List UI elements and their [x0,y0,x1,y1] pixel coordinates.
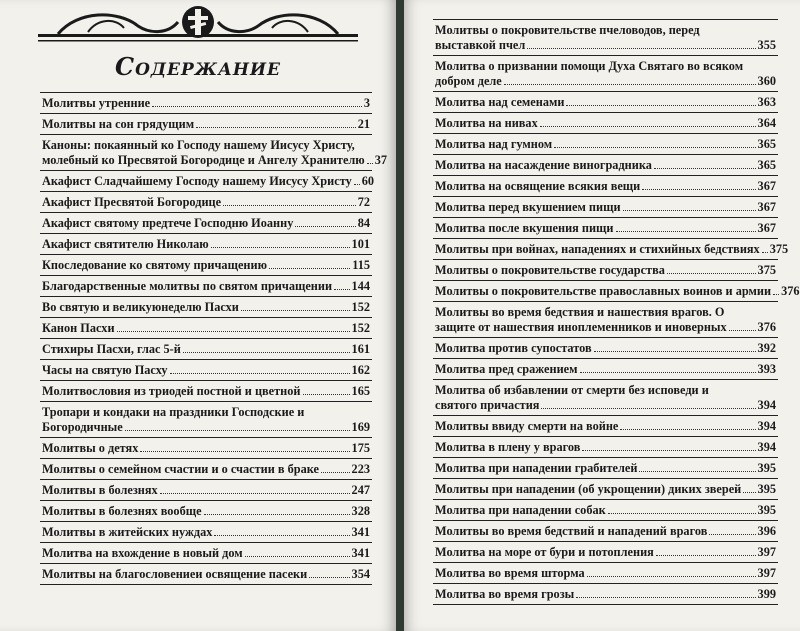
toc-entry [40,134,387,170]
toc-entry [433,301,778,337]
page-title: Содержание [115,52,281,81]
dot-leader [608,513,756,514]
toc-entry-page-number: 397 [757,566,776,580]
toc-entry-page-number: 394 [757,419,776,433]
dot-leader [656,555,756,556]
dot-leader [541,408,755,409]
toc-entry [433,238,789,259]
dot-leader [773,294,779,295]
toc-entry-title: Молитва при нападении собак [435,503,606,517]
dot-leader [321,472,350,473]
toc-entry-title: Часы на святую Пасху [42,363,168,377]
dot-leader [160,493,350,494]
toc-entry-title: добром деле [435,74,502,88]
dot-leader [743,492,755,493]
dot-leader [295,226,355,227]
toc-entry-page-number: 360 [757,74,776,88]
toc-entry-page-number: 60 [361,174,375,188]
toc-entry [40,191,372,212]
toc-entry [433,337,778,358]
toc-entry [40,170,375,191]
toc-entry-title: Молитва на насаждение виноградника [435,158,652,172]
toc-entry-page-number: 37 [374,153,387,167]
dot-leader [594,351,756,352]
toc-entry-title: Канон Пасхи [42,321,115,335]
toc-entry [433,562,778,583]
right-page [404,0,800,631]
toc-entry-title: Молитвы на сон грядущим [42,117,195,131]
dot-leader [527,48,755,49]
toc-entry-title: Молитвы о семейном счастии и о счастии в браке [42,462,319,476]
dot-leader [140,451,349,452]
toc-entry [40,401,372,437]
toc-entry [433,154,778,175]
toc-entry [40,296,372,317]
toc-entry-title: Молитвы во время бедствий и нападений врагов [435,524,708,538]
dot-leader [623,210,756,211]
toc-list-left [40,92,387,586]
toc-entry-title: Акафист святителю Николаю [42,237,209,251]
dot-leader [196,127,356,128]
toc-entry-page-number: 3 [363,96,370,110]
toc-entry-title-line: Тропари и кондаки на праздники Господские и [42,405,305,419]
toc-entry [40,317,372,338]
dot-leader [245,556,350,557]
dot-leader [170,373,350,374]
toc-entry-title: Молитва после вкушения пищи [435,221,614,235]
toc-entry-page-number: 376 [757,320,776,334]
dot-leader [223,205,356,206]
dot-leader [211,247,350,248]
toc-entry-title: Молитва в плену у врагов [435,440,581,454]
toc-entry-title: защите от нашествия иноплеменников и иноверных [435,320,727,334]
toc-entry [40,563,372,584]
toc-entry [40,92,372,113]
toc-entry-title: Молитвы при войнах, нападениях и стихийных бедствиях [435,242,760,256]
dot-leader [620,429,755,430]
toc-entry-title: Молитвы о покровительстве православных воинов и армии [435,284,772,298]
toc-entry-page-number: 399 [757,587,776,601]
toc-entry [40,380,372,401]
toc-entry [433,358,778,379]
dot-leader [642,189,755,190]
toc-entry-page-number: 152 [351,321,370,335]
toc-entry-title: Молитва перед вкушением пищи [435,200,621,214]
toc-entry-page-number: 169 [351,420,370,434]
toc-entry [433,280,800,301]
toc-entry [433,133,778,154]
toc-entry [433,217,778,238]
toc-entry [433,196,778,217]
toc-entry [433,415,778,436]
toc-entry [40,458,372,479]
toc-entry-title: Молитва на море от бури и потопления [435,545,654,559]
toc-entry-page-number: 84 [357,216,370,230]
dot-leader [616,231,756,232]
toc-entry-page-number: 341 [351,525,370,539]
toc-entry-title: молебный ко Пресвятой Богородице и Ангелу Хранителю [42,153,365,167]
toc-entry-title: святого причастия [435,398,540,412]
toc-entry-title: Молитвы в житейских нуждах [42,525,213,539]
toc-entry-page-number: 393 [757,362,776,376]
toc-entry [433,175,778,196]
toc-entry-title: Акафист святому предтече Господню Иоанну [42,216,294,230]
toc-entry-title: Акафист Сладчайшему Господу нашему Иисусу Христу [42,174,352,188]
toc-entry [40,275,372,296]
toc-entry-page-number: 355 [757,38,776,52]
toc-entry [433,499,778,520]
toc-entry-page-number: 365 [757,158,776,172]
dot-leader [204,514,350,515]
toc-entry-title: Молитвословия из триодей постной и цветной [42,384,301,398]
toc-entry-title: Молитва на освящение всякия вещи [435,179,641,193]
cross-ornament-icon [38,4,358,46]
toc-entry [433,259,778,280]
toc-entry-page-number: 72 [357,195,370,209]
toc-entry-title: Молитвы на благословениеи освящение пасеки [42,567,308,581]
toc-entry-title: Молитва над гумном [435,137,553,151]
toc-entry-title: Стихиры Пасхи, глас 5-й [42,342,181,356]
dot-leader [582,450,755,451]
toc-entry-title: Молитвы ввиду смерти на войне [435,419,619,433]
toc-entry-page-number: 115 [352,258,370,272]
toc-entry [40,254,372,275]
toc-entry [433,112,778,133]
toc-entry-page-number: 394 [757,440,776,454]
toc-entry-title: выставкой пчел [435,38,526,52]
toc-entry-page-number: 392 [757,341,776,355]
dot-leader [303,394,350,395]
toc-entry-title: Молитвы утренние [42,96,151,110]
toc-entry-title: Благодарственные молитвы по святом причащении [42,279,333,293]
toc-bottom-rule [40,584,372,586]
toc-entry-title: Молитва во время грозы [435,587,575,601]
dot-leader [580,372,756,373]
dot-leader [152,106,362,107]
dot-leader [729,330,756,331]
toc-entry-page-number: 395 [757,503,776,517]
toc-entry-page-number: 341 [351,546,370,560]
dot-leader [125,430,350,431]
toc-entry-page-number: 161 [351,342,370,356]
toc-entry-page-number: 247 [351,483,370,497]
toc-entry [40,437,372,458]
toc-entry-page-number: 162 [351,363,370,377]
dot-leader [554,147,755,148]
toc-entry [40,479,372,500]
toc-entry-page-number: 152 [351,300,370,314]
dot-leader [183,352,350,353]
toc-entry-title: Акафист Пресвятой Богородице [42,195,222,209]
toc-entry-title: Молитвы о детях [42,441,139,455]
toc-entry-title: Во святую и великуюнеделю Пасхи [42,300,239,314]
toc-entry-title-line: Молитвы во время бедствия и нашествия врагов. О [435,305,725,319]
dot-leader [540,126,756,127]
toc-entry-page-number: 328 [351,504,370,518]
toc-entry [433,436,778,457]
toc-entry-title-line: Каноны: покаянный ко Господу нашему Иисусу Христу, [42,138,355,152]
toc-entry-title: Молитвы в болезнях вообще [42,504,202,518]
toc-entry-page-number: 394 [757,398,776,412]
toc-entry-page-number: 144 [351,279,370,293]
dot-leader [504,84,756,85]
dot-leader [334,289,349,290]
toc-entry-title: Кпоследование ко святому причащению [42,258,267,272]
toc-entry-page-number: 365 [757,137,776,151]
toc-entry-title: Молитва при нападении грабителей [435,461,638,475]
toc-entry-page-number: 395 [757,482,776,496]
toc-entry [433,583,778,604]
toc-entry [40,359,372,380]
toc-entry-page-number: 175 [351,441,370,455]
toc-entry [433,478,778,499]
toc-entry-page-number: 395 [757,461,776,475]
toc-entry-page-number: 397 [757,545,776,559]
dot-leader [566,105,755,106]
dot-leader [709,534,755,535]
toc-entry [433,457,778,478]
toc-entry-page-number: 376 [781,284,800,298]
toc-entry-page-number: 375 [769,242,789,256]
toc-entry-page-number: 165 [351,384,370,398]
toc-entry [433,520,778,541]
toc-entry-title: Молитвы при нападении (об укрощении) диких зверей [435,482,742,496]
toc-entry [433,19,778,55]
dot-leader [587,576,756,577]
toc-entry [40,521,372,542]
dot-leader [367,163,373,164]
toc-entry-title: Молитвы в болезнях [42,483,158,497]
toc-entry-title: Богородичные [42,420,123,434]
toc-entry-page-number: 101 [351,237,370,251]
toc-entry-page-number: 367 [757,200,776,214]
dot-leader [241,310,350,311]
toc-entry-title: Молитва над семенами [435,95,565,109]
toc-list-right [433,19,800,606]
toc-entry [433,541,778,562]
left-page [0,0,396,631]
dot-leader [117,331,350,332]
dot-leader [667,273,756,274]
toc-entry-page-number: 375 [757,263,776,277]
toc-entry-page-number: 396 [757,524,776,538]
toc-entry [40,338,372,359]
toc-entry-title: Молитвы о покровительстве государства [435,263,665,277]
toc-entry [40,500,372,521]
toc-entry-title: Молитва во время шторма [435,566,585,580]
toc-entry-page-number: 367 [757,179,776,193]
toc-entry [433,91,778,112]
toc-entry [433,379,778,415]
dot-leader [309,577,349,578]
toc-entry-title: Молитва пред сражением [435,362,578,376]
dot-leader [214,535,349,536]
toc-entry-title: Молитва против супостатов [435,341,592,355]
toc-entry-title-line: Молитвы о покровительстве пчеловодов, перед [435,23,700,37]
toc-entry-page-number: 367 [757,221,776,235]
dot-leader [354,184,360,185]
dot-leader [762,252,768,253]
toc-entry-title: Молитва на нивах [435,116,538,130]
toc-entry [40,113,372,134]
toc-entry [40,233,372,254]
toc-bottom-rule [433,604,778,606]
toc-entry-page-number: 223 [351,462,370,476]
dot-leader [576,597,755,598]
toc-entry-page-number: 364 [757,116,776,130]
dot-leader [654,168,756,169]
toc-entry [40,542,372,563]
toc-entry-title-line: Молитва об избавлении от смерти без исповеди и [435,383,709,397]
toc-entry-page-number: 363 [757,95,776,109]
dot-leader [639,471,755,472]
toc-entry-page-number: 354 [351,567,370,581]
dot-leader [269,268,350,269]
toc-entry [40,212,372,233]
toc-entry-page-number: 21 [357,117,370,131]
toc-entry [433,55,778,91]
toc-entry-title-line: Молитва о призвании помощи Духа Святаго во всяком [435,59,744,73]
toc-entry-title: Молитва на вхождение в новый дом [42,546,243,560]
